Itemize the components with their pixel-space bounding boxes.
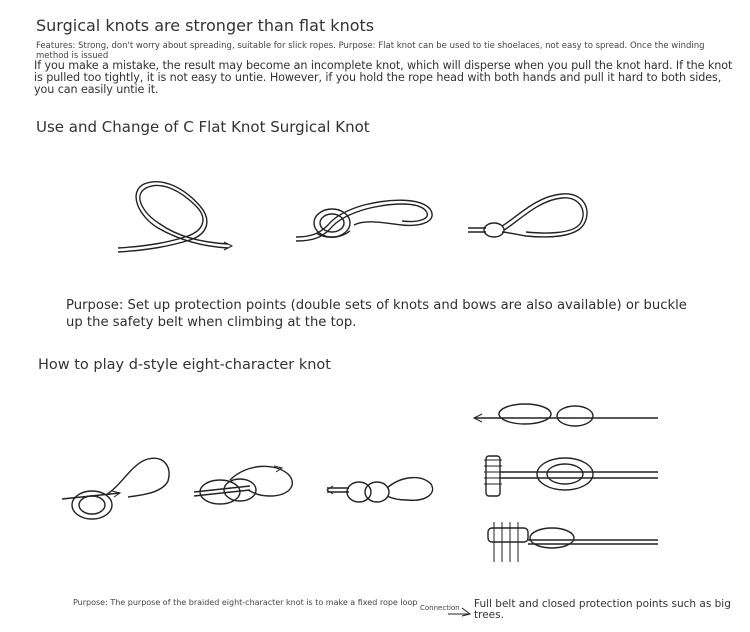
section1-heading: Use and Change of C Flat Knot Surgical Knot — [36, 118, 370, 136]
section2-heading: How to play d-style eight-character knot — [38, 357, 331, 373]
figure-eight-step1-illustration — [62, 455, 182, 525]
mistake-text: If you make a mistake, the result may become an incomplete knot, which will disperse when you pull the knot hard. If the knot is pulled too tightly, it is not easy to untie. However, if you hold the rope head with both hands and pull it hard to both sides, you can easily untie it. — [34, 59, 733, 96]
connection-label: Connection — [420, 604, 460, 612]
surgical-knot-step2-illustration — [292, 195, 442, 255]
connection-arrow-icon — [446, 604, 474, 618]
full-belt-text: Full belt and closed protection points such as big trees. — [474, 598, 731, 621]
page-title: Surgical knots are stronger than flat knots — [36, 16, 375, 35]
figure-eight-step3-illustration — [325, 470, 440, 515]
surgical-knot-step3-illustration — [466, 190, 596, 250]
figure-eight-connection-illustration — [470, 400, 665, 440]
tree-knot-illustration-1 — [470, 450, 665, 500]
section2-purpose: Purpose: The purpose of the braided eight-character knot is to make a fixed rope loop — [73, 598, 418, 607]
tree-knot-illustration-2 — [470, 518, 665, 568]
features-text: Features: Strong, don't worry about spreading, suitable for slick ropes. Purpose: Flat knot can be used to tie shoelaces, not easy to spread. Once the winding method is issued — [36, 41, 705, 61]
figure-eight-step2-illustration — [190, 460, 300, 520]
surgical-knot-step1-illustration — [110, 180, 240, 260]
section1-purpose: Purpose: Set up protection points (double sets of knots and bows are also available) or buckle up the safety belt when climbing at the top. — [66, 298, 687, 330]
